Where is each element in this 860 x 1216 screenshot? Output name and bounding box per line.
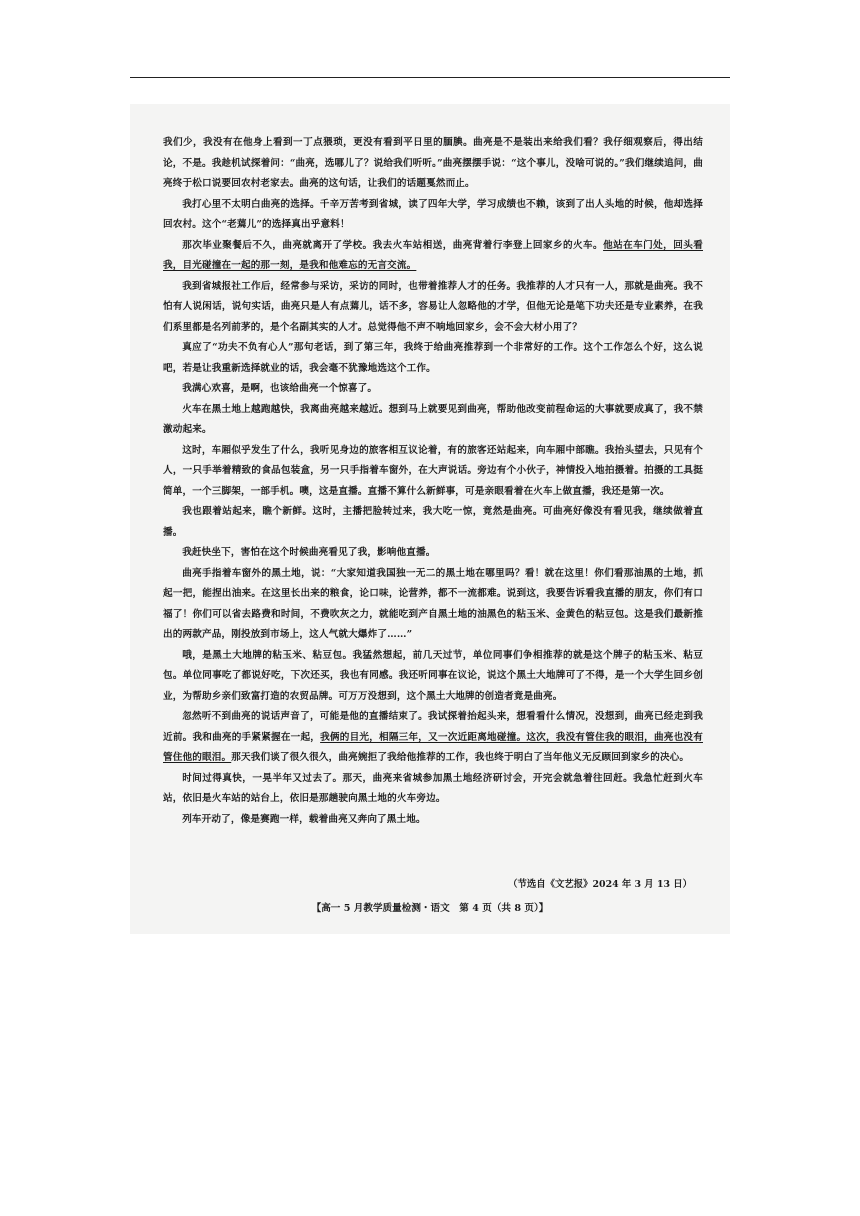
paragraph-text: 列车开动了，像是赛跑一样，载着曲亮又奔向了黑土地。 [182,813,426,825]
paragraph [163,236,703,277]
paragraph-text: 哦，是黑土大地牌的粘玉米、粘豆包。我猛然想起，前几天过节，单位同事们争相推荐的就是这个牌子的粘玉米、粘豆包。单位同事吃了都说好吃，下次还买，我也有同感。我还听同事在议论，说这个黑土大地牌可了不得，是一个大学生回乡创业，为帮助乡亲们致富打造的农贸品牌。可万万没想到，这个黑土大地牌的创造者竟是曲亮。 [163,649,703,702]
paragraph-text: 我赶快坐下，害怕在这个时候曲亮看见了我，影响他直播。 [182,547,436,558]
paragraph-text: 我们少，我没有在他身上看到一丁点猥琐，更没有看到平日里的腼腆。曲亮是不是装出来给我们看？我仔细观察后，得出结论，不是。我趁机试探着问：“曲亮，选哪儿了？说给我们听听。”曲亮摆摆手说：“这个事儿，没啥可说的。”我们继续追问，曲亮终于松口说要回农村老家去。曲亮的这句话，让我们的话题戛然而止。 [163,137,703,189]
paragraph [163,502,703,543]
paragraph [163,543,703,564]
paragraph-text: 我满心欢喜，是啊，也该给曲亮一个惊喜了。 [182,383,378,394]
article-body [163,133,703,830]
paragraph-text: 时间过得真快，一晃半年又过去了。那天，曲亮来省城参加黑土地经济研讨会，开完会就急着往回赶。我急忙赶到火车站，依旧是火车站的站台上，依旧是那趟驶向黑土地的火车旁边。 [163,772,703,804]
paragraph [163,769,703,810]
paragraph [163,810,703,831]
paragraph-text: 我也跟着站起来，瞧个新鲜。这时，主播把脸转过来，我大吃一惊，竟然是曲亮。可曲亮好像没有看见我，继续做着直播。 [163,506,703,538]
paragraph [163,338,703,379]
paragraph-text: 我打心里不太明白曲亮的选择。千辛万苦考到省城，读了四年大学，学习成绩也不赖，该到了出人头地的时候，他却选择回农村。这个“老蔫儿”的选择真出乎意料！ [163,198,703,230]
paragraph [163,379,703,400]
paragraph-text: 那天我们谈了很久很久，曲亮婉拒了我给他推荐的工作，我也终于明白了当年他义无反顾回到家乡的决心。 [231,752,690,763]
source-citation: （节选自《文艺报》2024 年 3 月 13 日） [508,879,692,890]
top-rule [130,77,730,78]
paragraph-text: 这时，车厢似乎发生了什么，我听见身边的旅客相互议论着，有的旅客还站起来，向车厢中部瞧。我抬头望去，只见有个人，一只手举着精致的食品包装盒，另一只手指着车窗外，在大声说话。旁边有个小伙子，神情投入地拍摄着。拍摄的工具挺简单，一个三脚架，一部手机。噢，这是直播。直播不算什么新鲜事，可是亲眼看着在火车上做直播，我还是第一次。 [163,444,703,497]
paragraph [163,441,703,503]
paragraph-text: 真应了“功夫不负有心人”那句老话，到了第三年，我终于给曲亮推荐到一个非常好的工作。这个工作怎么个好，这么说吧，若是让我重新选择就业的话，我会毫不犹豫地选这个工作。 [163,342,703,374]
paragraph [163,646,703,708]
paragraph [163,707,703,769]
paragraph-text: 曲亮手指着车窗外的黑土地，说：“大家知道我国独一无二的黑土地在哪里吗？看！就在这里！你们看那油黑的土地，抓起一把，能捏出油来。在这里长出来的粮食，论口味，论营养，都不一流都难。说到这，我要告诉看我直播的朋友，你们有口福了！你们可以省去路费和时间，不费吹灰之力，就能吃到产自黑土地的油黑色的粘玉米、金黄色的粘豆包。这是我们最新推出的两款产品，刚投放到市场上，这人气就大爆炸了……” [163,567,703,640]
paragraph-text: 那次毕业聚餐后不久，曲亮就离开了学校。我去火车站相送，曲亮背着行李登上回家乡的火车。 [182,239,604,251]
paragraph-text: 火车在黑土地上越跑越快，我离曲亮越来越近。想到马上就要见到曲亮，帮助他改变前程命运的大事就要成真了，我不禁激动起来。 [163,403,703,435]
paragraph [163,133,703,195]
paragraph-text: 我到省城报社工作后，经常参与采访，采访的同时，也带着推荐人才的任务。我推荐的人才只有一人，那就是曲亮。我不怕有人说闲话，说句实话，曲亮只是人有点蔫儿，话不多，容易让人忽略他的才学，但他无论是笔下功夫还是专业素养，在我们系里都是名列前茅的，是个名副其实的人才。总觉得他不声不响地回家乡，会不会大材小用了？ [163,280,703,333]
page-footer: 【高一 5 月教学质量检测・语文 第 4 页（共 8 页）】 [311,903,549,914]
paragraph [163,195,703,236]
underlined-text: 我俩的目光，相隔三年，又一次近距离地碰撞。这次，我没有管住我的眼泪，曲亮也没有管住他的眼泪。 [163,731,703,763]
paragraph-text: 忽然听不到曲亮的说话声音了，可能是他的直播结束了。我试探着抬起头来，想看看什么情况，没想到，曲亮已经走到我近前。我和曲亮的手紧紧握在一起， [163,711,703,743]
paragraph [163,277,703,339]
underlined-text: 他站在车门处，回头看我，目光碰撞在一起的那一刻，是我和他难忘的无言交流。 [163,239,703,271]
paragraph [163,400,703,441]
paragraph [163,564,703,646]
